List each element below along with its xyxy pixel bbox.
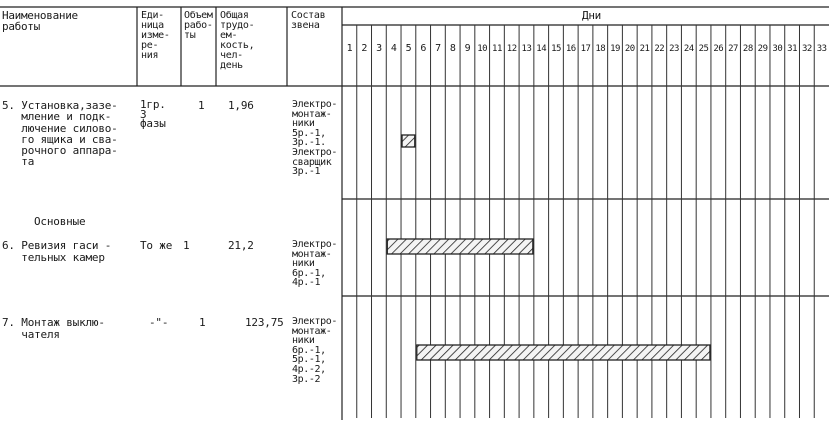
day-number: 31 <box>787 44 798 54</box>
row-6-volume: 1 <box>183 239 190 252</box>
day-number: 25 <box>698 44 709 54</box>
day-number: 7 <box>435 43 441 54</box>
day-number: 8 <box>449 43 456 54</box>
row-5-crew: Электро- монтаж- ники 5р.-1, 3р.-1. Электро- сварщик 3р.-1 <box>292 99 337 178</box>
day-number: 15 <box>551 44 561 54</box>
day-number: 20 <box>624 44 635 54</box>
row-5-volume: 1 <box>198 99 205 112</box>
row-6-crew: Электро- монтаж- ники 6р.-1, 4р.-1 <box>292 239 337 289</box>
day-number: 18 <box>595 44 606 54</box>
day-number: 12 <box>506 44 517 54</box>
row-6-labor: 21,2 <box>228 239 254 252</box>
header-days: Дни <box>582 9 601 22</box>
row-6-name: 6. Ревизия гаси - тельных камер <box>2 239 112 264</box>
day-number: 19 <box>610 44 620 54</box>
day-number: 3 <box>376 43 382 54</box>
row-5-labor: 1,96 <box>228 99 254 112</box>
day-number: 6 <box>420 43 426 54</box>
day-number: 17 <box>580 44 591 54</box>
header-labor: Общая трудо- ем- кость, чел- день <box>220 10 255 71</box>
row-7-labor: 123,75 <box>245 316 284 329</box>
header-unit: Еди- ница изме- ре- ния <box>141 10 170 61</box>
section-label: Основные <box>34 215 86 228</box>
row-6-unit: То же <box>140 239 173 252</box>
day-number: 24 <box>683 44 694 54</box>
day-number: 32 <box>801 44 812 54</box>
day-number: 4 <box>390 43 397 54</box>
row-7-crew: Электро- монтаж- ники 6р.-1, 5р.-1, 4р.-2, 3р.-2 <box>292 316 337 385</box>
day-number: 23 <box>669 44 679 54</box>
day-number: 5 <box>405 43 412 54</box>
day-number: 13 <box>521 44 532 54</box>
day-number: 2 <box>361 43 367 54</box>
row-7-name: 7. Монтаж выклю- чателя <box>2 316 105 341</box>
row-7-volume: 1 <box>199 316 206 329</box>
day-number: 11 <box>492 44 502 54</box>
day-number: 29 <box>757 44 768 54</box>
gantt-bar-row-6 <box>387 239 533 254</box>
day-number: 10 <box>477 44 488 54</box>
day-number: 16 <box>565 44 576 54</box>
day-number: 33 <box>816 44 827 54</box>
day-number: 22 <box>654 44 665 54</box>
day-number: 1 <box>346 43 353 54</box>
gantt-bar-row-5 <box>402 135 415 147</box>
day-number: 27 <box>728 44 738 54</box>
header-volume: Объем рабо- ты <box>184 10 213 41</box>
header-crew: Состав звена <box>291 10 326 31</box>
row-5-name: 5. Установка,зазе- мление и подк- лючение силово- го ящика и сва- рочного аппара- та <box>2 99 118 169</box>
day-number: 14 <box>536 44 547 54</box>
day-number: 26 <box>713 44 724 54</box>
day-number: 30 <box>772 44 783 54</box>
header-name: Наименование работы <box>2 9 78 33</box>
day-number: 9 <box>464 43 471 54</box>
day-number: 28 <box>742 44 753 54</box>
day-number: 21 <box>639 44 650 54</box>
row-5-unit: 1гр. 3 фазы <box>140 98 166 130</box>
gantt-bar-row-7 <box>417 345 710 360</box>
row-7-unit: -"- <box>149 316 169 329</box>
